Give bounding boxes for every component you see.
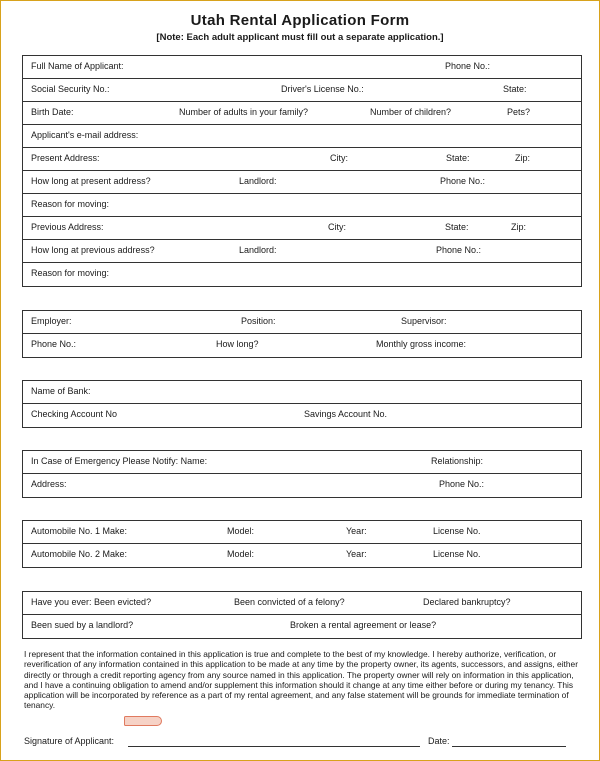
present-landlord-field[interactable]: Landlord: bbox=[239, 176, 277, 186]
auto2-make-field[interactable]: Automobile No. 2 Make: bbox=[31, 549, 128, 559]
full-name-field[interactable]: Full Name of Applicant: bbox=[31, 61, 124, 71]
previous-city-field[interactable]: City: bbox=[328, 222, 346, 232]
birth-date-field[interactable]: Birth Date: bbox=[31, 107, 74, 117]
present-landlord-phone-field[interactable]: Phone No.: bbox=[440, 176, 486, 186]
position-field[interactable]: Position: bbox=[241, 316, 276, 326]
row-emergency-name bbox=[23, 451, 581, 474]
emergency-section bbox=[22, 450, 582, 498]
income-field[interactable]: Monthly gross income: bbox=[376, 339, 467, 349]
emergency-name-field[interactable]: In Case of Emergency Please Notify: Name: bbox=[31, 456, 208, 466]
row-email bbox=[23, 125, 581, 148]
present-state-field[interactable]: State: bbox=[446, 153, 470, 163]
row-ssn bbox=[23, 79, 581, 102]
reason-present-field[interactable]: Reason for moving: bbox=[31, 199, 110, 209]
row-how-long-present bbox=[23, 171, 581, 194]
evicted-field[interactable]: Have you ever: Been evicted? bbox=[31, 597, 152, 607]
date-label: Date: bbox=[428, 736, 450, 746]
row-bank-name bbox=[23, 381, 581, 404]
form-note: [Note: Each adult applicant must fill out a separate application.] bbox=[156, 32, 444, 43]
bank-name-field[interactable]: Name of Bank: bbox=[31, 386, 91, 396]
ssn-field[interactable]: Social Security No.: bbox=[31, 84, 110, 94]
reason-previous-field[interactable]: Reason for moving: bbox=[31, 268, 110, 278]
previous-state-field[interactable]: State: bbox=[445, 222, 469, 232]
phone-field[interactable]: Phone No.: bbox=[445, 61, 491, 71]
employment-section bbox=[22, 310, 582, 358]
disclaimer-text: I represent that the information contained in this application is true and complete to the best of my knowledge. I hereby authorize, verification, or reverification of any information contained in this application to be made at any time by the property owner, its agents, successors, and assigns, either directly or through a credit reporting agency from any source named in this application. The property owner will rely on information in this application, and I have a continuing obligation to amend and/or supplement this information should it change at any time either before or during my tenancy. This application will be incorporated by reference as a part of my rental agreement, and any false statement will be grounds for immediate termination of tenancy. bbox=[24, 649, 578, 711]
row-accounts bbox=[23, 404, 581, 427]
form-title: Utah Rental Application Form bbox=[190, 12, 410, 29]
bankruptcy-field[interactable]: Declared bankruptcy? bbox=[423, 597, 511, 607]
employment-how-long-field[interactable]: How long? bbox=[216, 339, 259, 349]
present-zip-field[interactable]: Zip: bbox=[515, 153, 531, 163]
savings-field[interactable]: Savings Account No. bbox=[304, 409, 388, 419]
row-reason-previous bbox=[23, 263, 581, 286]
sued-field[interactable]: Been sued by a landlord? bbox=[31, 620, 134, 630]
adults-field[interactable]: Number of adults in your family? bbox=[179, 107, 309, 117]
relationship-field[interactable]: Relationship: bbox=[431, 456, 484, 466]
broken-lease-field[interactable]: Broken a rental agreement or lease? bbox=[290, 620, 437, 630]
auto1-make-field[interactable]: Automobile No. 1 Make: bbox=[31, 526, 128, 536]
applicant-section bbox=[22, 55, 582, 287]
row-present-address bbox=[23, 148, 581, 171]
present-city-field[interactable]: City: bbox=[330, 153, 348, 163]
row-full-name bbox=[23, 56, 581, 79]
pets-field[interactable]: Pets? bbox=[507, 107, 531, 117]
row-how-long-previous bbox=[23, 240, 581, 263]
auto1-license-field[interactable]: License No. bbox=[433, 526, 481, 536]
present-address-field[interactable]: Present Address: bbox=[31, 153, 100, 163]
emergency-address-field[interactable]: Address: bbox=[31, 479, 67, 489]
auto2-year-field[interactable]: Year: bbox=[346, 549, 367, 559]
row-employer-phone bbox=[23, 334, 581, 357]
previous-address-field[interactable]: Previous Address: bbox=[31, 222, 104, 232]
date-line[interactable] bbox=[452, 746, 566, 747]
felony-field[interactable]: Been convicted of a felony? bbox=[234, 597, 345, 607]
auto1-year-field[interactable]: Year: bbox=[346, 526, 367, 536]
signature-line[interactable] bbox=[128, 746, 420, 747]
employer-phone-field[interactable]: Phone No.: bbox=[31, 339, 77, 349]
auto1-model-field[interactable]: Model: bbox=[227, 526, 255, 536]
bank-section bbox=[22, 380, 582, 428]
dl-state-field[interactable]: State: bbox=[503, 84, 527, 94]
previous-landlord-field[interactable]: Landlord: bbox=[239, 245, 277, 255]
how-long-present-field[interactable]: How long at present address? bbox=[31, 176, 151, 186]
history-section bbox=[22, 591, 582, 639]
row-auto-2 bbox=[23, 544, 581, 567]
sign-here-tab-icon bbox=[124, 716, 162, 726]
employer-field[interactable]: Employer: bbox=[31, 316, 72, 326]
row-previous-address bbox=[23, 217, 581, 240]
previous-zip-field[interactable]: Zip: bbox=[511, 222, 527, 232]
previous-landlord-phone-field[interactable]: Phone No.: bbox=[436, 245, 482, 255]
row-emergency-address bbox=[23, 474, 581, 497]
row-history-2 bbox=[23, 615, 581, 638]
emergency-phone-field[interactable]: Phone No.: bbox=[439, 479, 485, 489]
checking-field[interactable]: Checking Account No bbox=[31, 409, 118, 419]
drivers-license-field[interactable]: Driver's License No.: bbox=[281, 84, 364, 94]
supervisor-field[interactable]: Supervisor: bbox=[401, 316, 447, 326]
row-history-1 bbox=[23, 592, 581, 615]
row-employer bbox=[23, 311, 581, 334]
auto2-license-field[interactable]: License No. bbox=[433, 549, 481, 559]
children-field[interactable]: Number of children? bbox=[370, 107, 452, 117]
signature-label: Signature of Applicant: bbox=[24, 736, 115, 746]
automobile-section bbox=[22, 520, 582, 568]
auto2-model-field[interactable]: Model: bbox=[227, 549, 255, 559]
row-auto-1 bbox=[23, 521, 581, 544]
how-long-previous-field[interactable]: How long at previous address? bbox=[31, 245, 155, 255]
email-field[interactable]: Applicant's e-mail address: bbox=[31, 130, 139, 140]
row-birth-date bbox=[23, 102, 581, 125]
row-reason-present bbox=[23, 194, 581, 217]
